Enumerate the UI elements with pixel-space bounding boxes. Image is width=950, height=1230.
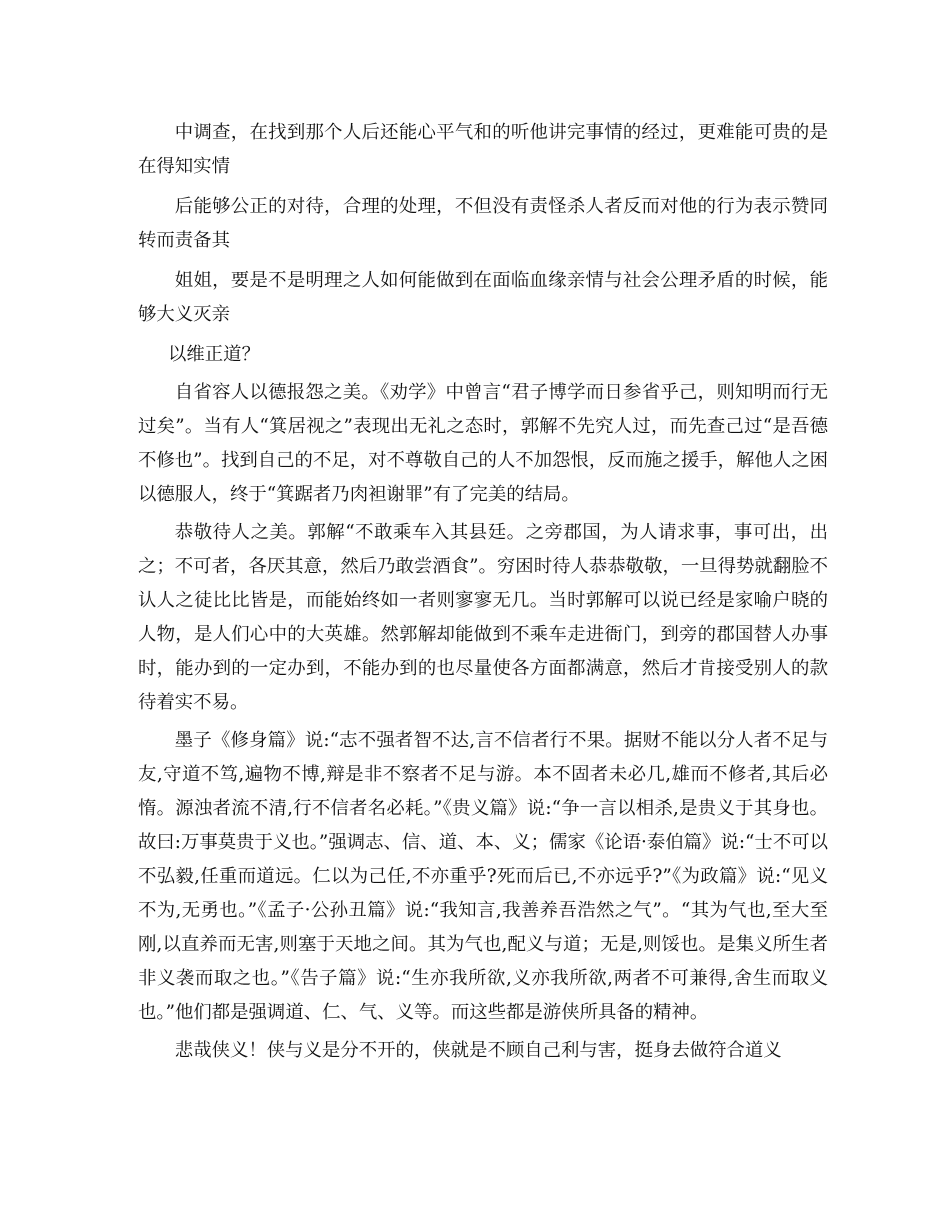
- paragraph: 以维正道？: [168, 344, 260, 365]
- paragraph: 后能够公正的对待，合理的处理，不但没有责怪杀人者反而对他的行为表示赞同转而责备其: [138, 196, 828, 251]
- paragraph: 墨子《修身篇》说:“志不强者智不达,言不信者行不果。据财不能以分人者不足与友,守道不笃,遍物不博,辩是非不察者不足与游。本不固者未必几,雄而不修者,其后必惰。源浊者流不清,行不信者名必耗。”《贵义篇》说:“争一言以相杀,是贵义于其身也。故曰:万事莫贵于义也。”强调志、信、道、本、义；儒家《论语·泰伯篇》说:“士不可以不弘毅,任重而道远。仁以为己任,不亦重乎?死而后已,不亦远乎?”《为政篇》说:“见义不为,无勇也。”《孟子·公孙丑篇》说:“我知言,我善养吾浩然之气”。“其为气也,至大至刚,以直养而无害,则塞于天地之间。其为气也,配义与道；无是,则馁也。是集义所生者非义袭而取之也。”《告子篇》说:“生亦我所欲,义亦我所欲,两者不可兼得,舍生而取义也。”他们都是强调道、仁、气、义等。而这些都是游侠所具备的精神。: [138, 730, 828, 1023]
- paragraph: 姐姐，要是不是明理之人如何能做到在面临血缘亲情与社会公理矛盾的时候，能够大义灭亲: [138, 270, 828, 325]
- paragraph: 自省容人以德报怨之美。《劝学》中曾言“君子博学而日参省乎己，则知明而行无过矣”。当有人“箕居视之”表现出无礼之态时，郭解不先究人过，而先查己过“是吾德不修也”。找到自己的不足，对不尊敬自己的人不加怨恨，反而施之援手，解他人之困以德服人，终于“箕踞者乃肉袒谢罪”有了完美的结局。: [138, 382, 828, 505]
- paragraph: 恭敬待人之美。郭解“不敢乘车入其县廷。之旁郡国，为人请求事，事可出，出之；不可者，各厌其意，然后乃敢尝酒食”。穷困时待人恭恭敬敬，一旦得势就翻脸不认人之徒比比皆是，而能始终如一者则寥寥无几。当时郭解可以说已经是家喻户晓的人物，是人们心中的大英雄。然郭解却能做到不乘车走进衙门，到旁的郡国替人办事时，能办到的一定办到，不能办到的也尽量使各方面都满意，然后才肯接受别人的款待着实不易。: [138, 522, 828, 713]
- document-body: [138, 116, 828, 1072]
- paragraph: 悲哉侠义！侠与义是分不开的，侠就是不顾自己利与害，挺身去做符合道义: [174, 1040, 782, 1061]
- paragraph: 中调查，在找到那个人后还能心平气和的听他讲完事情的经过，更难能可贵的是在得知实情: [138, 122, 828, 177]
